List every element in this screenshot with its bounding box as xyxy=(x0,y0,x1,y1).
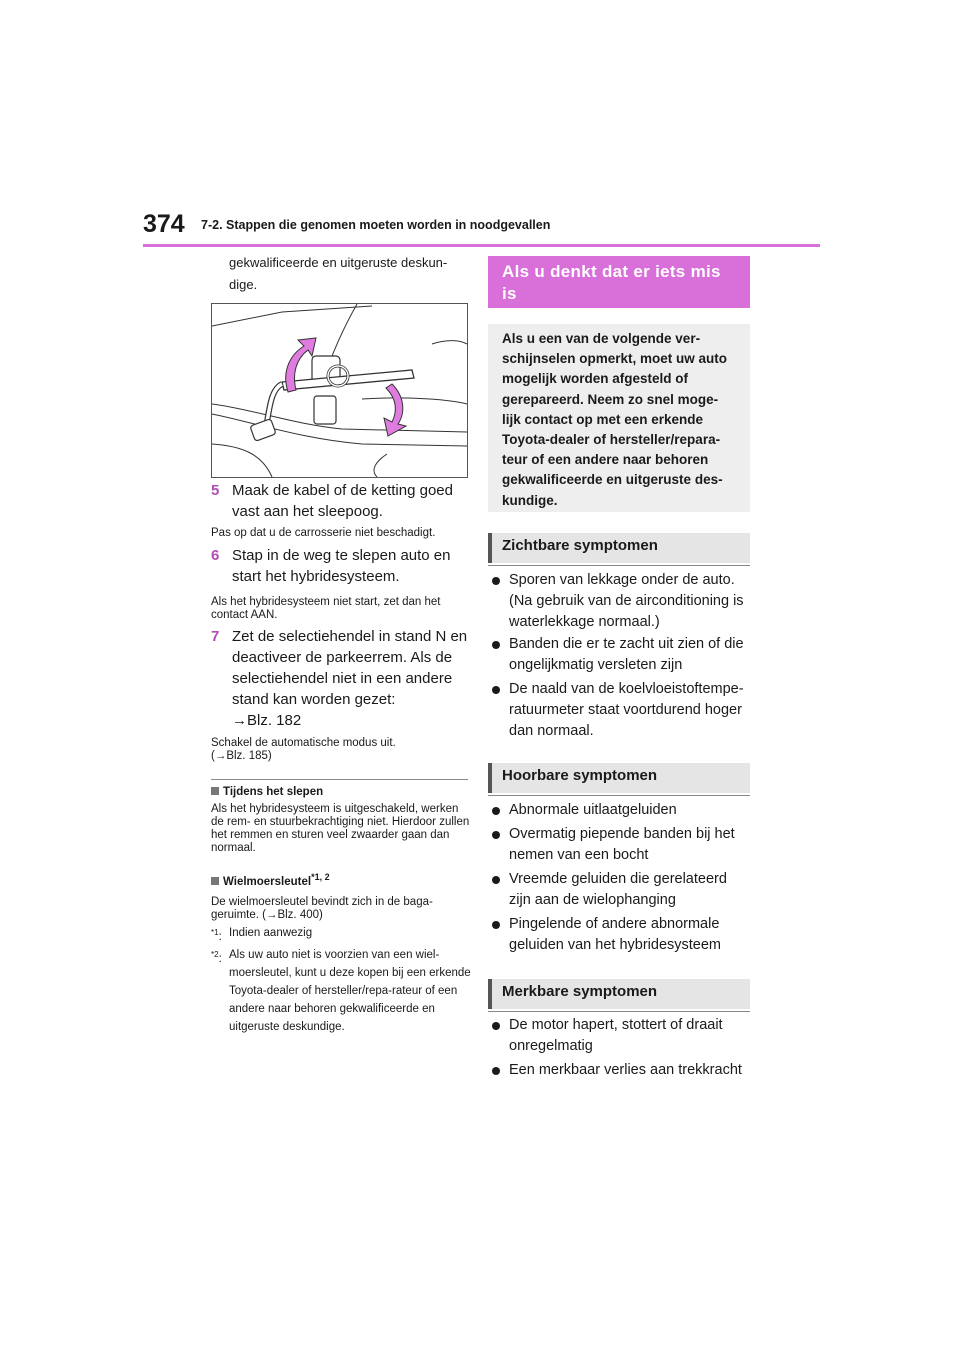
footnote-1-text: Indien aanwezig xyxy=(229,927,313,939)
towing-text: Als het hybridesysteem is uitgeschakeld, werken de rem- en stuurbekrachtiging niet. Hierdoor zullen het remmen en sturen veel zwaarder gaan dan normaal. xyxy=(211,803,470,854)
wrench-text: De wielmoersleutel bevindt zich in de baga-geruimte. (→Blz. 400) xyxy=(211,896,433,921)
intro-line-1: gekwalificeerde en uitgeruste deskun- xyxy=(229,255,448,270)
bullet-dot-icon xyxy=(492,1067,500,1075)
bullet-dot-icon xyxy=(492,807,500,815)
wrench-heading xyxy=(211,872,330,888)
header-rule xyxy=(143,244,820,247)
footnote-2: $^{*2}$: Als uw auto niet is voorzien van een wiel-moersleutel, kunt u deze kopen bij een erkende Toyota-dealer of hersteller/repa-rateur of een andere naar behoren gekwalificeerde en uitgeruste deskundige. xyxy=(211,946,473,1036)
step-6 xyxy=(211,545,471,587)
intro-box: Als u een van de volgende ver-schijnselen opmerkt, moet uw auto mogelijk worden afgesteld of gerepareerd. Neem zo snel moge-lijk contact op met een erkende Toyota-dealer of hersteller/repara-teur of een andere naar behoren gekwalificeerde en uitgeruste des-kundige. xyxy=(488,324,750,512)
step-7-ref[interactable]: →Blz. 182 xyxy=(232,712,302,729)
bullet-dot-icon xyxy=(492,577,500,585)
audible-symptoms-heading: Hoorbare symptomen xyxy=(488,763,750,793)
note-5: Pas op dat u de carrosserie niet beschadigt. xyxy=(211,527,436,539)
visible-symptoms-heading: Zichtbare symptomen xyxy=(488,533,750,563)
list-item xyxy=(492,1060,750,1081)
bullet-dot-icon xyxy=(492,686,500,694)
step-7-text: Zet de selectiehendel in stand N en deactiveer de parkeerrem. Als de selectiehendel niet in een andere stand kan worden gezet: xyxy=(232,628,468,708)
list-item xyxy=(492,800,750,821)
wrench-heading-text: Wielmoersleutel xyxy=(223,875,312,888)
step-6-text: Stap in de weg te slepen auto en start het hybridesysteem. xyxy=(232,547,451,585)
bullet-dot-icon xyxy=(492,831,500,839)
noticeable-symptoms-heading: Merkbare symptomen xyxy=(488,979,750,1009)
bullet-dot-icon xyxy=(492,1022,500,1030)
step-7-number: 7 xyxy=(211,628,220,645)
bullet-dot-icon xyxy=(492,641,500,649)
towing-heading xyxy=(211,786,323,798)
list-item xyxy=(492,1015,750,1057)
footnote-1-mark: *1 xyxy=(211,928,219,937)
square-bullet-icon xyxy=(211,877,219,885)
step-5 xyxy=(211,480,471,522)
wrench-tow-eye-drawing xyxy=(212,304,467,477)
list-item-text: Vreemde geluiden die gerelateerd zijn aan de wielophanging xyxy=(509,871,727,908)
list-item xyxy=(492,869,750,911)
list-item xyxy=(492,570,750,633)
list-item-text: Abnormale uitlaatgeluiden xyxy=(509,802,677,818)
step-7 xyxy=(211,626,471,731)
list-item-text: Overmatig piepende banden bij het nemen van een bocht xyxy=(509,826,735,863)
footnote-2-mark: *2 xyxy=(211,950,219,959)
section-banner: Als u denkt dat er iets mis is xyxy=(488,256,750,308)
page-number: 374 xyxy=(143,210,185,238)
list-item xyxy=(492,914,750,956)
list-item-text: Een merkbaar verlies aan trekkracht xyxy=(509,1062,742,1078)
note-7-line-1: Schakel de automatische modus uit. xyxy=(211,737,396,749)
list-item xyxy=(492,634,750,676)
wrench-heading-sup: *1, 2 xyxy=(311,872,330,882)
list-item-text: Sporen van lekkage onder de auto. (Na gebruik van de airconditioning is waterlekkage normaal.) xyxy=(509,572,744,630)
towing-heading-text: Tijdens het slepen xyxy=(223,786,324,798)
list-item-text: Banden die er te zacht uit zien of die ongelijkmatig versleten zijn xyxy=(509,636,744,673)
page-header xyxy=(143,210,820,250)
note-7-line-2[interactable]: (→Blz. 185) xyxy=(211,750,272,762)
section-title: 7-2. Stappen die genomen moeten worden in noodgevallen xyxy=(201,218,551,232)
step-6-number: 6 xyxy=(211,547,220,564)
intro-line-2: dige. xyxy=(229,277,258,292)
step-5-text: Maak de kabel of de ketting goed vast aan het sleepoog. xyxy=(232,482,453,520)
list-item-text: De naald van de koelvloeistoftempe-ratuurmeter staat voortdurend hoger dan normaal. xyxy=(509,681,744,739)
list-item xyxy=(492,824,750,866)
bullet-dot-icon xyxy=(492,876,500,884)
column-divider xyxy=(211,779,468,780)
note-6: Als het hybridesysteem niet start, zet dan het contact AAN. xyxy=(211,596,441,621)
footnote-1: $^{*1}$: Indien aanwezig xyxy=(211,924,473,942)
square-bullet-icon xyxy=(211,787,219,795)
list-item-text: De motor hapert, stottert of draait onregelmatig xyxy=(509,1017,723,1054)
wrench-illustration xyxy=(211,303,468,478)
step-5-number: 5 xyxy=(211,482,220,499)
list-item-text: Pingelende of andere abnormale geluiden van het hybridesysteem xyxy=(509,916,721,953)
list-item xyxy=(492,679,750,742)
bullet-dot-icon xyxy=(492,921,500,929)
intro-text xyxy=(211,252,471,296)
footnote-2-text: Als uw auto niet is voorzien van een wiel-moersleutel, kunt u deze kopen bij een erkende Toyota-dealer of hersteller/repa-rateur of een andere naar behoren gekwalificeerde en uitgeruste deskundige. xyxy=(229,949,471,1033)
note-7 xyxy=(211,737,471,763)
